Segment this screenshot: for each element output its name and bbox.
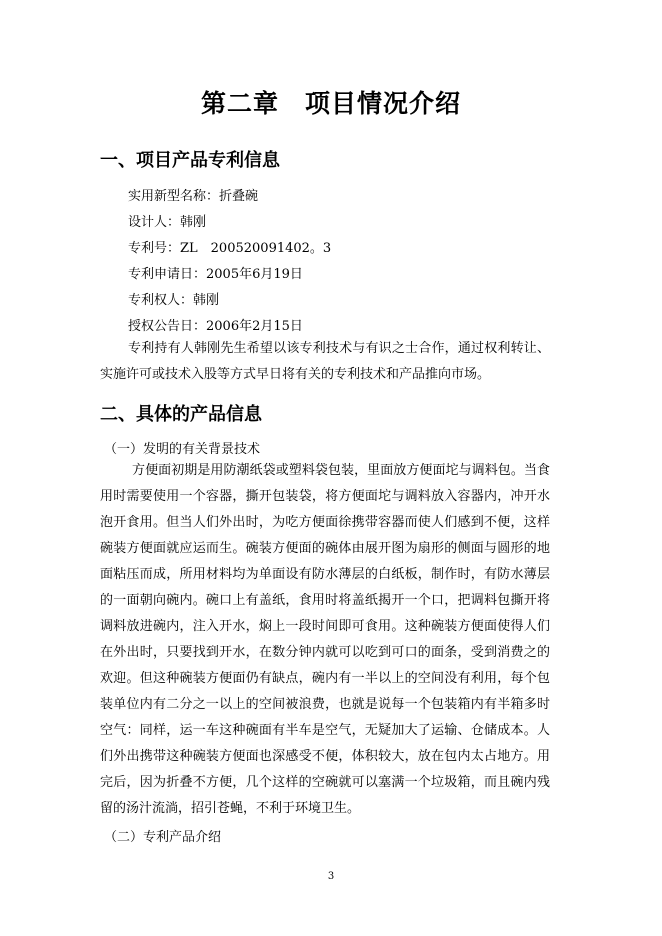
section-heading-product-info: 二、具体的产品信息 [100, 404, 262, 425]
patent-application-date: 专利申请日：2005年6月19日 [128, 267, 303, 282]
page-number: 3 [327, 871, 335, 882]
patent-designer: 设计人：韩刚 [128, 215, 207, 230]
subsection-background-tech: （一）发明的有关背景技术 [104, 442, 261, 457]
patent-holder: 专利权人：韩刚 [128, 293, 220, 308]
patent-grant-date: 授权公告日：2006年2月15日 [128, 319, 303, 334]
background-tech-paragraph: 方便面初期是用防潮纸袋或塑料袋包装，里面放方便面坨与调料包。当食用时需要使用一个容器，撕开包装袋，将方便面坨与调料放入容器内，冲开水泡开食用。但当人们外出时，为吃方便面徐携带容器而使人们感到不便，这样碗装方便面就应运而生。碗装方便面的碗体由展开图为扇形的侧面与圆形的地面粘压而成，所用材料均为单面设有防水薄层的白纸板，制作时，有防水薄层的一面朝向碗内。碗口上有盖纸，食用时将盖纸揭开一个口，把调料包撕开将调料放进碗内，注入开水，焖上一段时间即可食用。这种碗装方便面使得人们在外出时，只要找到开水，在数分钟内就可以吃到可口的面条，受到消费之的欢迎。但这种碗装方便面仍有缺点，碗内有一半以上的空间没有利用，每个包装单位内有二分之一以上的空间被浪费，也就是说每一个包装箱内有半箱多时空气：同样，运一车这种碗面有半车是空气，无疑加大了运输、仓储成本。人们外出携带这种碗装方便面也深感受不便，体积较大，放在包内太占地方。用完后，因为折叠不方便，几个这样的空碗就可以塞满一个垃圾箱，而且碗内残留的汤汁流淌，招引苍蝇，不利于环境卫生。 [100, 463, 550, 816]
section-heading-patent-info: 一、项目产品专利信息 [100, 150, 280, 171]
chapter-title: 第二章 项目情况介绍 [200, 89, 461, 118]
patent-cooperation-paragraph: 专利持有人韩刚先生希望以该专利技术与有识之士合作，通过权利转让、实施许可或技术入股等方式早日将有关的专利技术和产品推向市场。 [100, 341, 550, 382]
patent-number: 专利号：ZL 200520091402。3 [128, 241, 332, 256]
patent-name: 实用新型名称：折叠碗 [128, 189, 259, 204]
subsection-product-intro: （二）专利产品介绍 [104, 830, 222, 845]
